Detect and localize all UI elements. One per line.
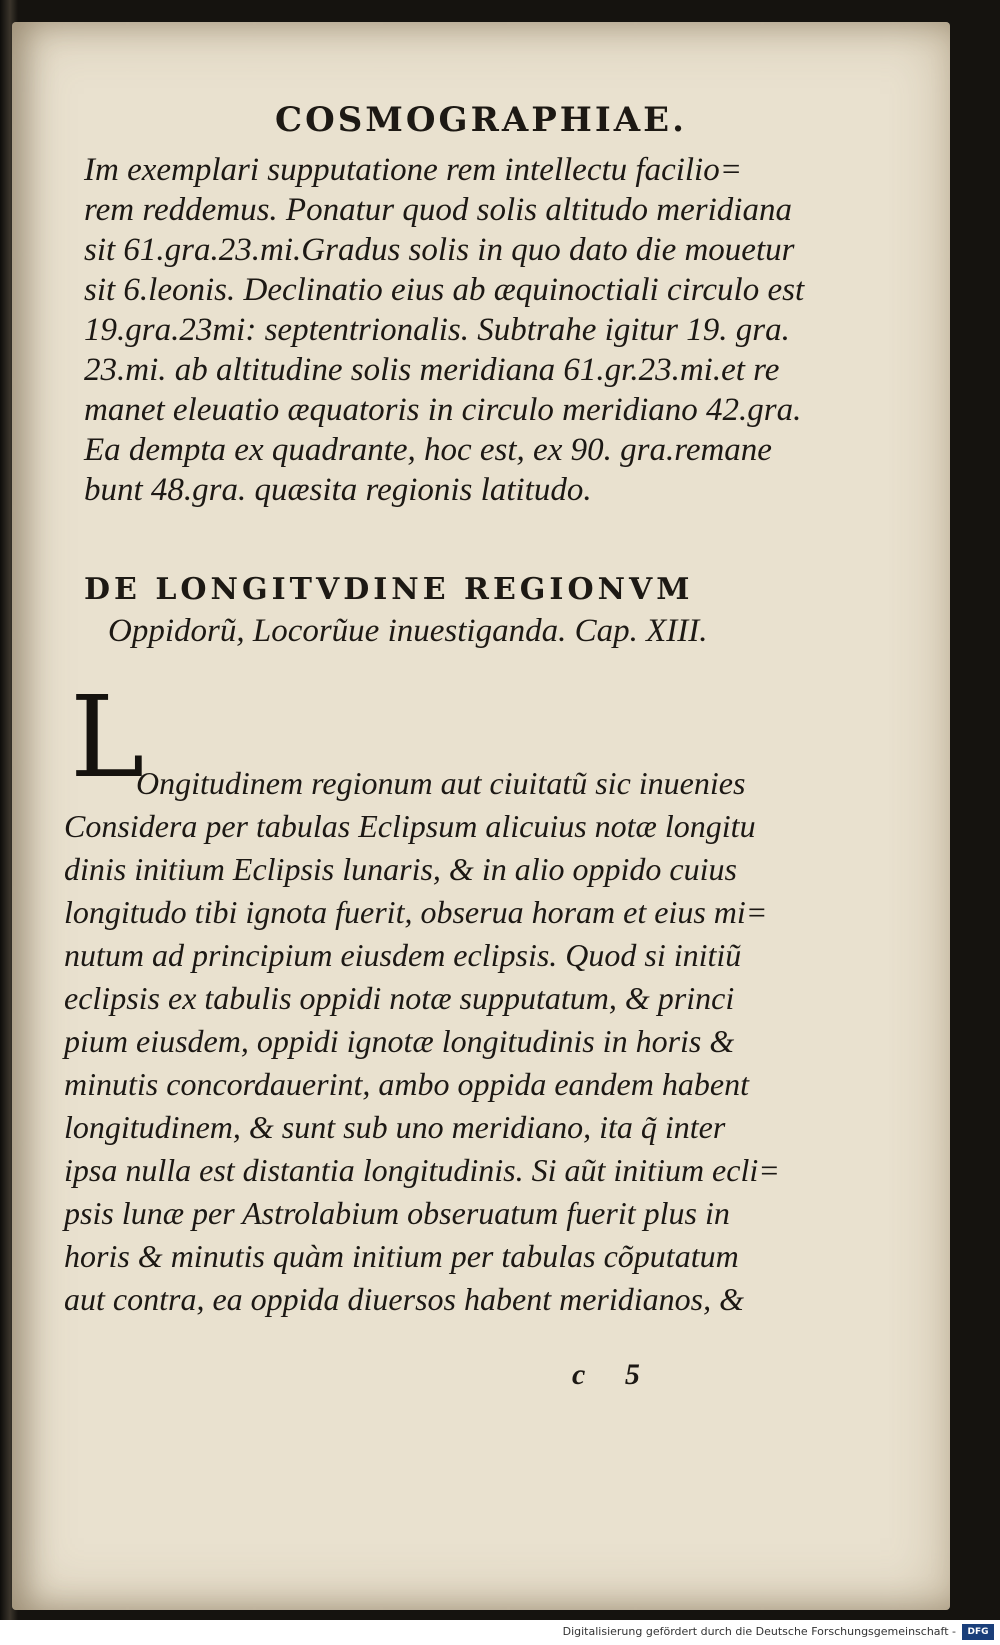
- body-line: horis & minutis quàm initium per tabulas cõputatum: [64, 1238, 739, 1274]
- chapter-heading: [84, 572, 784, 650]
- funding-note: Digitalisierung gefördert durch die Deutsche Forschungsgemeinschaft -: [562, 1625, 956, 1638]
- longitude-body: [64, 762, 780, 1321]
- body-line: aut contra, ea oppida diuersos habent meridianos, &: [64, 1281, 744, 1317]
- latitude-paragraph: [84, 150, 805, 510]
- body-line: minutis concordauerint, ambo oppida eandem habent: [64, 1066, 749, 1102]
- paragraph-line: Ea dempta ex quadrante, hoc est, ex 90. gra.remane: [84, 432, 772, 468]
- body-line: Ongitudinem regionum aut ciuitatũ sic inuenies: [136, 765, 746, 801]
- paragraph-line: manet eleuatio æquatoris in circulo meridiano 42.gra.: [84, 392, 802, 428]
- paragraph-line: 19.gra.23mi: septentrionalis. Subtrahe igitur 19. gra.: [84, 312, 790, 348]
- paragraph-line: rem reddemus. Ponatur quod solis altitudo meridiana: [84, 192, 792, 228]
- drop-capital: L: [70, 673, 145, 803]
- paragraph-line: sit 6.leonis. Declinatio eius ab æquinoctiali circulo est: [84, 272, 805, 308]
- paragraph-line: Im exemplari supputatione rem intellectu facilio=: [84, 152, 742, 188]
- body-line: ipsa nulla est distantia longitudinis. Si aũt initium ecli=: [64, 1152, 780, 1188]
- footer-bar: [0, 1620, 1000, 1645]
- body-line: Considera per tabulas Eclipsum alicuius notæ longitu: [64, 808, 756, 844]
- body-line: eclipsis ex tabulis oppidi notæ supputatum, & princi: [64, 980, 735, 1016]
- body-line: longitudo tibi ignota fuerit, obserua horam et eius mi=: [64, 894, 768, 930]
- chapter-title: DE LONGITVDINE REGIONVM: [84, 572, 694, 607]
- signature-mark: c 5: [572, 1358, 656, 1391]
- paragraph-line: sit 61.gra.23.mi.Gradus solis in quo dato die mouetur: [84, 232, 795, 268]
- body-line: nutum ad principium eiusdem eclipsis. Quod si initiũ: [64, 937, 742, 973]
- running-head: COSMOGRAPHIAE.: [275, 100, 687, 140]
- chapter-subtitle: Oppidorũ, Locorũue inuestiganda. Cap. XIII.: [108, 613, 708, 649]
- body-line: dinis initium Eclipsis lunaris, & in alio oppido cuius: [64, 851, 737, 887]
- paragraph-line: bunt 48.gra. quæsita regionis latitudo.: [84, 472, 592, 508]
- body-line: pium eiusdem, oppidi ignotæ longitudinis in horis &: [64, 1023, 735, 1059]
- body-line: longitudinem, & sunt sub uno meridiano, ita q̃ inter: [64, 1109, 726, 1145]
- book-page: [12, 22, 950, 1610]
- body-line: psis lunæ per Astrolabium obseruatum fuerit plus in: [64, 1195, 730, 1231]
- paragraph-line: 23.mi. ab altitudine solis meridiana 61.gr.23.mi.et re: [84, 352, 780, 388]
- dfg-logo-icon[interactable]: DFG: [962, 1624, 994, 1640]
